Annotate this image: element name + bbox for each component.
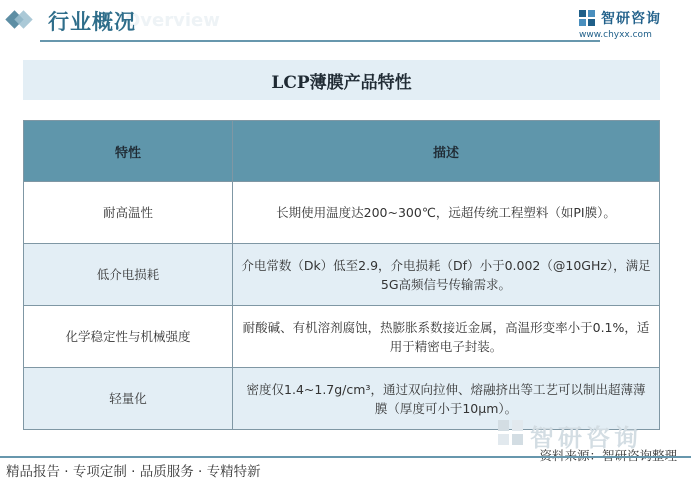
footer-divider: [0, 456, 691, 458]
description-cell: 长期使用温度达200~300℃，远超传统工程塑料（如PI膜）。: [233, 182, 660, 244]
table-title: LCP薄膜产品特性: [271, 72, 412, 93]
brand-mark-icon: [579, 10, 595, 26]
table-title-banner: [23, 60, 660, 100]
source-note: [539, 446, 677, 464]
diamond-decoration-icon: [8, 9, 30, 31]
watermark-mark-icon: [498, 420, 524, 446]
brand-logo: [577, 8, 677, 44]
description-cell: 耐酸碱、有机溶剂腐蚀，热膨胀系数接近金属，高温形变率小于0.1%，适用于精密电子封装。: [233, 306, 660, 368]
watermark-text: 智研咨询: [530, 424, 642, 452]
footer-tagline: 精品报告 · 专项定制 · 品质服务 · 专精特新: [6, 464, 261, 480]
features-table: [23, 120, 660, 430]
table-row: [24, 306, 660, 368]
description-cell: 介电常数（Dk）低至2.9，介电损耗（Df）小于0.002（@10GHz），满足5G高频信号传输需求。: [233, 244, 660, 306]
page-header: [0, 0, 691, 44]
header-cell-description: 描述: [233, 121, 660, 182]
header-english-watermark: Overview: [125, 10, 220, 31]
feature-cell: 化学稳定性与机械强度: [24, 306, 233, 368]
header-title: 行业概况: [48, 10, 136, 34]
table-row: [24, 244, 660, 306]
feature-cell: 耐高温性: [24, 182, 233, 244]
description-cell: 密度仅1.4~1.7g/cm³，通过双向拉伸、熔融挤出等工艺可以制出超薄薄膜（厚度可小于10μm）。: [233, 368, 660, 430]
brand-url: www.chyxx.com: [579, 30, 652, 40]
table-row: [24, 182, 660, 244]
brand-name: 智研咨询: [601, 11, 661, 27]
feature-cell: 轻量化: [24, 368, 233, 430]
header-cell-feature: 特性: [24, 121, 233, 182]
table-header-row: [24, 121, 660, 182]
header-divider: [40, 40, 600, 42]
feature-cell: 低介电损耗: [24, 244, 233, 306]
